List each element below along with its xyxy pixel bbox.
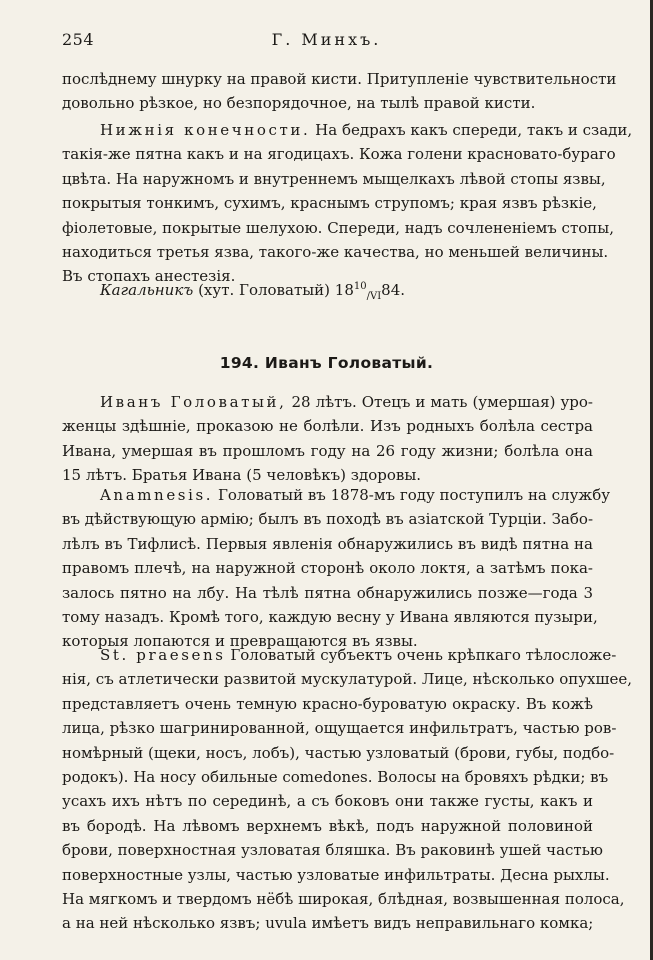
paragraph-family-history xyxy=(62,390,593,488)
text-line: нія, съ атлетически развитой мускулатурой. Лице, нѣсколько опухшее, xyxy=(62,670,632,689)
text-line: а на ней нѣсколько язвъ; uvula имѣетъ видъ неправильнаго комка; xyxy=(62,914,594,933)
text-line: усахъ ихъ нѣтъ по серединѣ, а съ боковъ они также густы, какъ и xyxy=(62,792,593,811)
paragraph-status-praesens xyxy=(62,643,632,936)
text-line: довольно рѣзкое, но безпорядочное, на тылѣ правой кисти. xyxy=(62,94,536,113)
text-line: женцы здѣшніе, проказою не болѣли. Изъ родныхъ болѣла сестра xyxy=(62,417,593,436)
text-line: номѣрный (щеки, носъ, лобъ), частью узловатый (брови, губы, подбо- xyxy=(62,743,615,762)
text-fragment: Головатый въ 1878-мъ году поступилъ на службу xyxy=(213,486,611,504)
place-name: Кагальникъ xyxy=(100,281,194,299)
text-line: На мягкомъ и твердомъ нёбѣ широкая, блѣдная, возвышенная полоса, xyxy=(62,890,625,909)
text-line: правомъ плечѣ, на наружной сторонѣ около локтя, а затѣмъ пока- xyxy=(62,559,593,578)
running-head: Г. Минхъ. xyxy=(271,30,382,49)
page-header xyxy=(62,30,591,50)
text-line: которыя лопаются и превращаются въ язвы. xyxy=(62,632,418,651)
text-line: лица, рѣзко шагринированной, ощущается инфильтратъ, частью ров- xyxy=(62,719,617,738)
text-line: поверхностные узлы, частью узловатые инфильтраты. Десна рыхлы. xyxy=(62,865,610,884)
text-line: цвѣта. На наружномъ и внутреннемъ мыщелкахъ лѣвой стопы язвы, xyxy=(62,169,606,188)
paragraph-anamnesis xyxy=(62,483,611,654)
place-date-signature xyxy=(100,281,406,302)
text-line: родокъ). На носу обильные comedones. Волосы на бровяхъ рѣдки; въ xyxy=(62,768,609,787)
text-line: такія-же пятна какъ и на ягодицахъ. Кожа голени красновато-бураго xyxy=(62,145,616,164)
text-line: представляетъ очень темную красно-буроватую окраску. Въ кожѣ xyxy=(62,694,593,713)
patient-name: Иванъ Головатый, xyxy=(100,393,287,411)
text-line: брови, поверхностная узловатая бляшка. Въ раковинѣ ушей частью xyxy=(62,841,603,860)
text-line: Въ стопахъ анестезія. xyxy=(62,267,236,286)
text-line: послѣднему шнурку на правой кисти. Притупленіе чувствительности xyxy=(62,70,617,88)
text-line: въ дѣйствующую армію; былъ въ походѣ въ азіатской Турціи. Забо- xyxy=(62,510,594,529)
text-fragment: На бедрахъ какъ спереди, такъ и сзади, xyxy=(310,121,633,139)
text-fragment: Головатый субъектъ очень крѣпкаго тѣлосложе- xyxy=(225,646,617,664)
text-line: находиться третья язва, такого-же качества, но меньшей величины. xyxy=(62,243,609,262)
anamnesis-label: Anamnesis. xyxy=(100,486,214,504)
text-line: тому назадъ. Кромѣ того, каждую весну у Ивана являются пузыри, xyxy=(62,608,598,627)
text-line xyxy=(62,118,633,142)
case-heading: 194. Иванъ Головатый. xyxy=(219,354,434,372)
text-line: залось пятно на лбу. На тѣлѣ пятна обнаружились позже—года 3 xyxy=(62,583,593,602)
page-number: 254 xyxy=(62,30,95,49)
text-fragment: 28 лѣтъ. Отецъ и мать (умершая) уро- xyxy=(286,393,593,411)
date-superscript: 10 xyxy=(353,281,367,292)
text-line: Ивана, умершая въ прошломъ году на 26 году жизни; болѣла она xyxy=(62,441,593,460)
signature-text: (хут. Головатый) 18 xyxy=(193,281,354,299)
text-line: въ бородѣ. На лѣвомъ верхнемъ вѣкѣ, подъ наружной половиной xyxy=(62,816,593,835)
status-praesens-label: St. praesens xyxy=(100,646,226,664)
text-block-lower-limbs xyxy=(62,118,633,289)
section-lead: Нижнія конечности. xyxy=(100,121,311,139)
text-block-continuation xyxy=(62,67,617,116)
text-line xyxy=(62,483,611,507)
text-line: покрытыя тонкимъ, сухимъ, краснымъ струпомъ; края язвъ рѣзкіе, xyxy=(62,194,597,213)
text-line: 15 лѣтъ. Братья Ивана (5 человѣкъ) здоровы. xyxy=(62,466,422,485)
text-line xyxy=(62,390,593,414)
text-line: лѣлъ въ Тифлисѣ. Первыя явленія обнаружились въ видѣ пятна на xyxy=(62,534,593,553)
text-line xyxy=(62,643,617,667)
date-year: 84. xyxy=(381,281,406,299)
date-subscript: /VI xyxy=(366,291,382,302)
text-line: фіолетовые, покрытые шелухою. Спереди, надъ сочлененіемъ стопы, xyxy=(62,218,614,237)
